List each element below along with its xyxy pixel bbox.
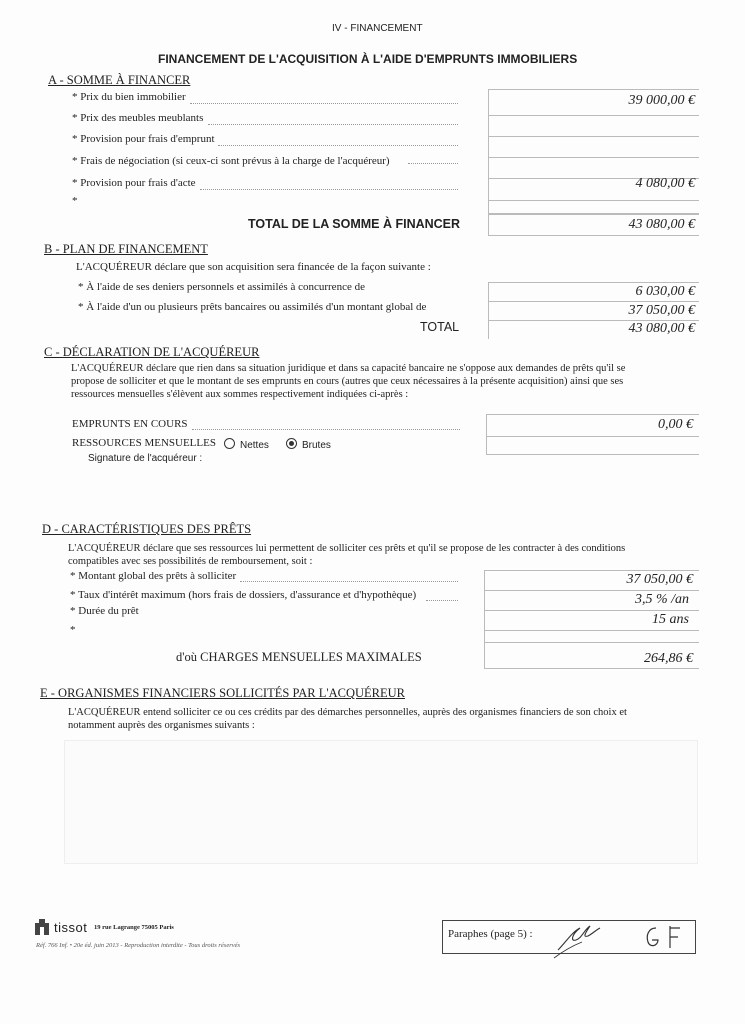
dotted-leader	[218, 145, 458, 146]
label-deniers: * À l'aide de ses deniers personnels et assimilés à concurrence de	[78, 281, 365, 293]
emprunts-value: 0,00 €	[658, 417, 693, 432]
chapter-label: IV - FINANCEMENT	[332, 23, 423, 34]
value-duree: 15 ans	[652, 612, 689, 627]
dotted-leader	[426, 600, 458, 601]
footer-brand: tissot	[54, 920, 88, 935]
value-box-meubles	[488, 115, 699, 137]
handwritten-paraphe-1	[552, 920, 622, 960]
radio-nettes[interactable]	[224, 438, 235, 449]
charges-label: d'où CHARGES MENSUELLES MAXIMALES	[176, 650, 422, 664]
paraphes-label: Paraphes (page 5) :	[448, 928, 533, 940]
label-montant-global: * Montant global des prêts à solliciter	[70, 570, 237, 582]
option-brutes-label: Brutes	[302, 440, 331, 451]
section-e-text: L'ACQUÉREUR entend solliciter ce ou ces crédits par des démarches personnelles, auprès des organismes financiers de son choix et notamment auprès des organismes suivants :	[68, 707, 627, 731]
dotted-leader	[190, 103, 458, 104]
section-b-heading: B - PLAN DE FINANCEMENT	[44, 242, 208, 256]
value-taux: 3,5 % /an	[634, 592, 689, 607]
handwritten-paraphe-2	[640, 922, 690, 952]
signature-label: Signature de l'acquéreur :	[88, 453, 203, 464]
value-box-frais-emprunt	[488, 136, 699, 158]
option-nettes-label: Nettes	[240, 440, 269, 451]
total-a-label: TOTAL DE LA SOMME À FINANCER	[248, 217, 461, 231]
footer-address: 19 rue Lagrange 75005 Paris	[94, 924, 174, 931]
organismes-area[interactable]	[64, 740, 698, 864]
value-montant-global: 37 050,00 €	[626, 572, 693, 587]
label-blank-item: *	[72, 195, 78, 207]
value-frais-acte: 4 080,00 €	[635, 176, 695, 191]
section-d-text: L'ACQUÉREUR déclare que ses ressources lui permettent de solliciter ces prêts et qu'il se propose de les contracter à des conditions compatibles avec ses possibilités de remboursement, soit :	[68, 543, 626, 567]
label-prets: * À l'aide d'un ou plusieurs prêts bancaires ou assimilés d'un montant global de	[78, 301, 427, 313]
total-b-value: 43 080,00 €	[628, 321, 695, 336]
value-prets: 37 050,00 €	[628, 303, 695, 318]
emprunts-label: EMPRUNTS EN COURS	[72, 418, 188, 430]
dotted-leader	[208, 124, 458, 125]
section-e-heading: E - ORGANISMES FINANCIERS SOLLICITÉS PAR L'ACQUÉREUR	[40, 686, 406, 700]
option-brutes[interactable]	[286, 438, 331, 451]
value-prix-bien: 39 000,00 €	[628, 93, 695, 108]
label-taux: * Taux d'intérêt maximum (hors frais de dossiers, d'assurance et d'hypothèque)	[70, 589, 417, 601]
option-nettes[interactable]	[224, 438, 269, 451]
label-frais-negociation: * Frais de négociation (si ceux-ci sont prévus à la charge de l'acquéreur)	[72, 155, 390, 167]
total-a-value: 43 080,00 €	[628, 217, 695, 232]
dotted-leader	[408, 163, 458, 164]
total-b-label: TOTAL	[420, 320, 460, 334]
value-deniers: 6 030,00 €	[635, 284, 695, 299]
charges-value: 264,86 €	[644, 651, 693, 666]
label-blank-item-d: *	[70, 624, 76, 636]
dotted-leader	[192, 429, 460, 430]
value-box-blank	[488, 200, 699, 214]
dotted-leader	[240, 581, 458, 582]
section-c-heading: C - DÉCLARATION DE L'ACQUÉREUR	[44, 345, 260, 359]
footer-reference: Réf. 766 Inf. • 20e éd. juin 2013 - Reproduction interdite - Tous droits réservés	[36, 942, 241, 949]
dotted-leader	[200, 189, 458, 190]
label-prix-bien: * Prix du bien immobilier	[72, 91, 186, 103]
section-c-text: L'ACQUÉREUR déclare que rien dans sa situation juridique et dans sa capacité bancaire ne s'oppose aux demandes de prêts qu'il se propose de solliciter et que le montant de ses emprunts en cours (autres que ceux nécessaires à la présente acquisition) ainsi que ses ressources mensuelles s'élèvent aux sommes respectivement indiquées ci-après :	[71, 363, 626, 400]
value-box-blank-d	[484, 630, 699, 642]
ressources-label: RESSOURCES MENSUELLES	[72, 437, 216, 449]
tissot-logo-icon	[34, 918, 50, 936]
label-meubles: * Prix des meubles meublants	[72, 112, 204, 124]
label-frais-acte: * Provision pour frais d'acte	[72, 177, 196, 189]
page-title: FINANCEMENT DE L'ACQUISITION À L'AIDE D'EMPRUNTS IMMOBILIERS	[158, 52, 578, 66]
value-box-ressources	[486, 436, 699, 455]
label-frais-emprunt: * Provision pour frais d'emprunt	[72, 133, 215, 145]
radio-brutes[interactable]	[286, 438, 297, 449]
section-d-heading: D - CARACTÉRISTIQUES DES PRÊTS	[42, 522, 252, 536]
section-b-intro: L'ACQUÉREUR déclare que son acquisition sera financée de la façon suivante :	[76, 261, 431, 273]
label-duree: * Durée du prêt	[70, 605, 139, 617]
section-a-heading: A - SOMME À FINANCER	[48, 73, 191, 87]
